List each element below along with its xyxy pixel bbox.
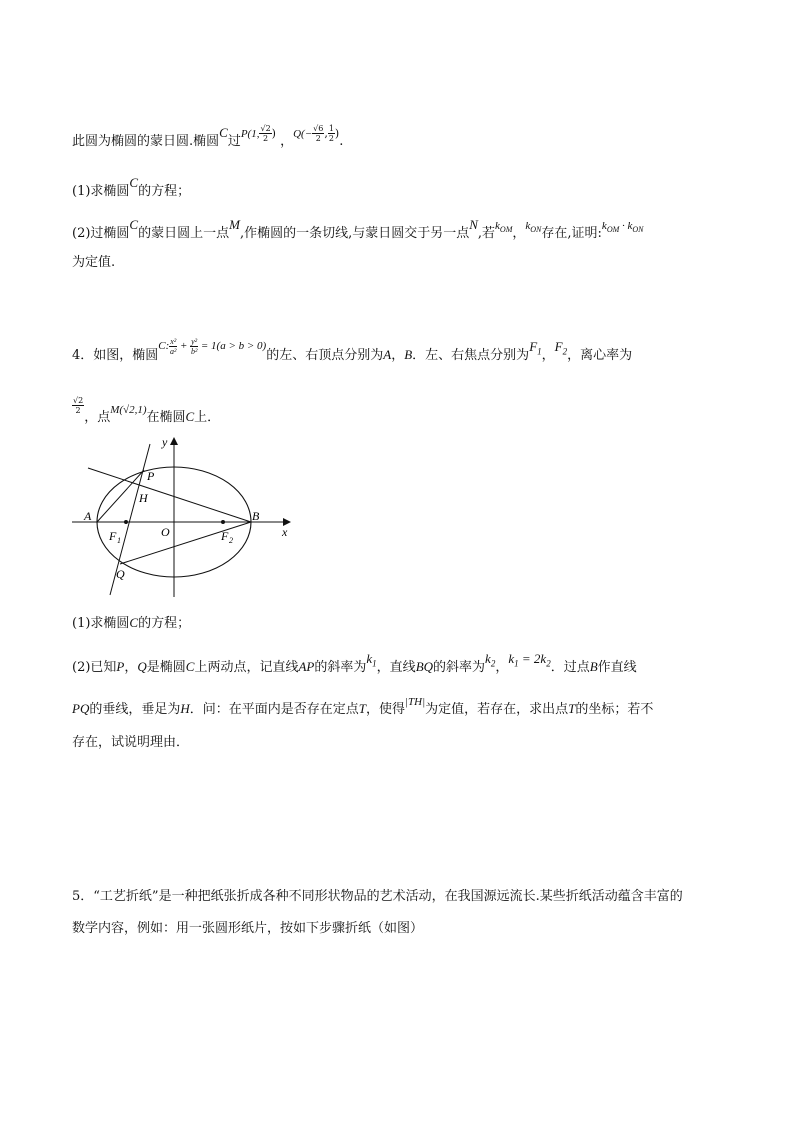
ellipse-C: C <box>219 125 228 140</box>
label-y: y <box>162 435 168 449</box>
q3-part2: (2)过椭圆C的蒙日圆上一点M,作椭圆的一条切线,与蒙日圆交于另一点N,若$^{k_{OM}}$，$^{k_{ON}}$存在,证明:$^{k_{OM} \cdot k_{ON}}$ <box>72 217 644 241</box>
label-A: A <box>84 509 92 523</box>
frac-1-2: $\frac{1}{2}$ <box>328 124 334 143</box>
label-Q: Q <box>116 567 125 581</box>
label-O: O <box>161 525 170 539</box>
q3-line1: 此圆为椭圆的蒙日圆.椭圆C过$^{P(1,}$ $\frac{√2}{2}$ ) ，$^{Q(-}$ $\frac{√6}{2}$ , $\frac{1}{2}$ ). <box>72 124 344 149</box>
q4-part1: (1)求椭圆C的方程； <box>72 615 191 631</box>
q4-part2-line2: PQ的垂线，垂足为H．问：在平面内是否存在定点T，使得$^{|TH|}$为定值，若存在，求出点T的坐标；若不 <box>72 696 654 717</box>
label-F1: F <box>109 529 117 543</box>
q3-part1: (1)求椭圆C的方程； <box>72 175 191 199</box>
q5-line2: 数学内容，例如：用一张圆形纸片，按如下步骤折纸（如图） <box>72 921 424 936</box>
frac-eccentricity: $\frac{√2}{2}$ <box>73 396 84 415</box>
q4-line1: 4．如图，椭圆$^{C: \frac{\text{x²}}{\text{a²}} + \frac{\text{y²}}{\text{b²}} = 1(a > b > 0)}$的左、右顶点分别为A，B．左、右焦点分别为$F_1$，$F_2$，离心率为 <box>72 336 633 363</box>
frac-sqrt6-2: $\frac{√6}{2}$ <box>313 124 324 143</box>
line-AP <box>97 470 144 522</box>
label-H: H <box>139 491 148 505</box>
label-F1-sub: 1 <box>117 536 121 545</box>
focus-F2 <box>221 520 225 524</box>
line-BH <box>88 468 251 522</box>
label-x: x <box>282 525 288 539</box>
label-F2: F <box>221 529 229 543</box>
q3-part2-end: 为定值. <box>72 255 116 270</box>
ellipse-figure <box>68 432 308 602</box>
label-F2-sub: 2 <box>229 536 233 545</box>
q5-line1: 5．“工艺折纸”是一种把纸张折成各种不同形状物品的艺术活动，在我国源远流长.某些折纸活动蕴含丰富的 <box>72 889 683 904</box>
frac-sqrt2-2: $\frac{√2}{2}$ <box>260 124 271 143</box>
label-B: B <box>252 509 260 523</box>
q4-part2-line1: (2)已知P，Q是椭圆C上两动点，记直线AP的斜率为$k_1$，直线BQ的斜率为$k_2$，$k_1 = 2k_2$．过点B作直线 <box>72 651 637 675</box>
focus-F1 <box>124 520 128 524</box>
label-P: P <box>147 469 155 483</box>
q4-line2: $\frac{√2}{2}$ ，点$^{M(√2,1)}$在椭圆C上． <box>73 396 221 425</box>
q4-part2-line3: 存在，试说明理由． <box>72 735 190 750</box>
